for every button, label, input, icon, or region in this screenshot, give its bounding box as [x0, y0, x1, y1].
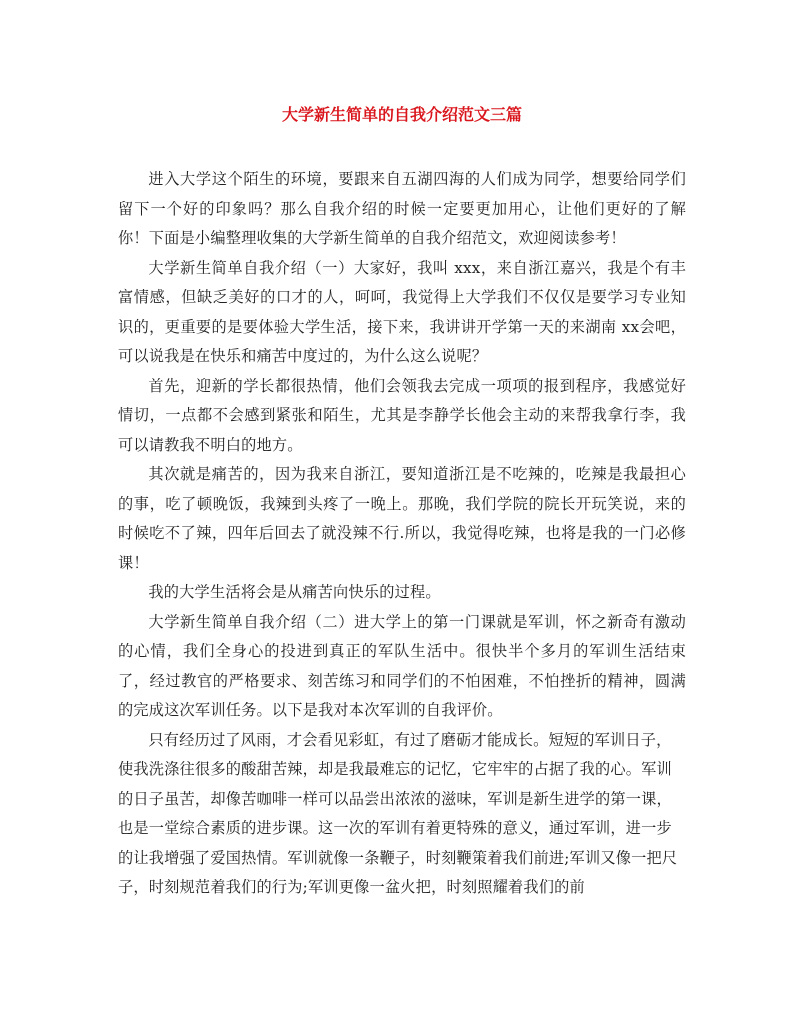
- paragraph-intro-one: 大学新生简单自我介绍（一）大家好，我叫 xxx，来自浙江嘉兴，我是个有丰富情感，但缺乏美好的口才的人，呵呵，我觉得上大学我们不仅仅是要学习专业知识的，更重要的是要体验大学生活，接下来，我讲讲开学第一天的来湖南 xx会吧，可以说我是在快乐和痛苦中度过的，为什么这么说呢？: [118, 258, 686, 365]
- paragraph-second: 其次就是痛苦的，因为我来自浙江，要知道浙江是不吃辣的，吃辣是我最担心的事，吃了顿晚饭，我辣到头疼了一晚上。那晚，我们学院的院长开玩笑说，来的时候吃不了辣，四年后回去了就没辣不行.所以，我觉得吃辣，也将是我的一门必修课！: [118, 465, 686, 572]
- paragraph-first: 首先，迎新的学长都很热情，他们会领我去完成一项项的报到程序，我感觉好情切，一点都不会感到紧张和陌生，尤其是李静学长他会主动的来帮我拿行李，我可以请教我不明白的地方。: [118, 376, 686, 454]
- paragraph-intro: 进入大学这个陌生的环境，要跟来自五湖四海的人们成为同学，想要给同学们留下一个好的印象吗？那么自我介绍的时候一定要更加用心，让他们更好的了解你！下面是小编整理收集的大学新生简单的自我介绍范文，欢迎阅读参考！: [118, 170, 686, 247]
- document-title: 大学新生简单的自我介绍范文三篇: [281, 105, 522, 124]
- paragraph-intro-two: 大学新生简单自我介绍（二）进大学上的第一门课就是军训，怀之新奇有激动的心情，我们全身心的投进到真正的军队生活中。很快半个多月的军训生活结束了，经过教官的严格要求、刻苦练习和同学们的不怕困难，不怕挫折的精神，圆满的完成这次军训任务。以下是我对本次军训的自我评价。: [118, 612, 686, 719]
- paragraph-process: 我的大学生活将会是从痛苦向快乐的过程。: [148, 583, 441, 601]
- paragraph-military-training: 只有经历过了风雨，才会看见彩虹，有过了磨砺才能成长。短短的军训日子，使我洗涤往很多的酸甜苦辣，却是我最难忘的记忆，它牢牢的占据了我的心。军训的日子虽苦，却像苦咖啡一样可以品尝出浓浓的滋味，军训是新生进学的第一课，也是一堂综合素质的进步课。这一次的军训有着更特殊的意义，通过军训，进一步的让我增强了爱国热情。军训就像一条鞭子，时刻鞭策着我们前进;军训又像一把尺子，时刻规范着我们的行为;军训更像一盆火把，时刻照耀着我们的前: [118, 730, 678, 896]
